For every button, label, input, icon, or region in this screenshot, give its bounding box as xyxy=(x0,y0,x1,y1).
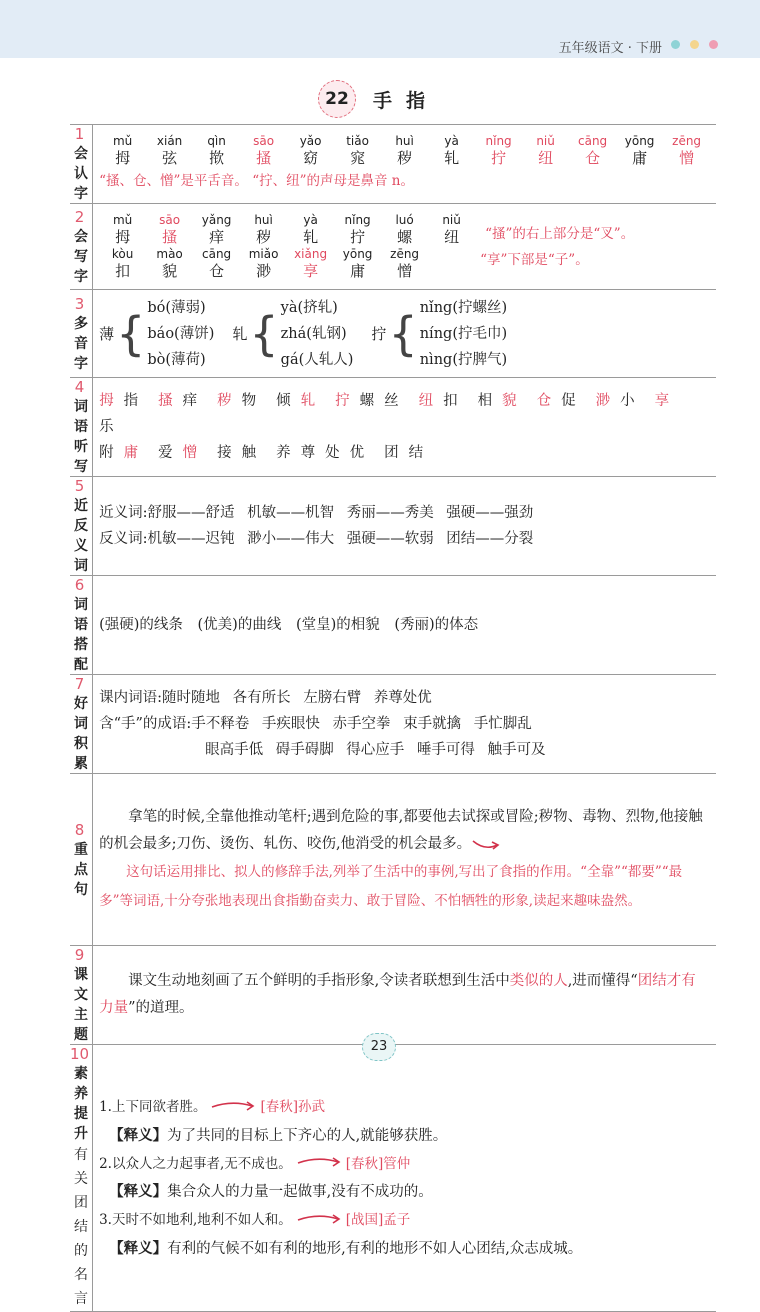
hanzi: 庸 xyxy=(632,149,648,167)
polyphone-options xyxy=(147,295,214,373)
quote-explanation xyxy=(99,1235,710,1263)
hanzi: 揿 xyxy=(209,149,225,167)
word-char: 倾 xyxy=(276,393,291,409)
quote-explanation xyxy=(99,1122,710,1150)
word-char: 搔 xyxy=(158,393,173,409)
pinyin-char xyxy=(334,134,381,168)
theme-part: ,进而懂得“ xyxy=(567,973,638,989)
pinyin-char xyxy=(287,213,334,247)
hanzi: 纽 xyxy=(444,227,460,246)
pinyin: huì xyxy=(254,212,273,227)
hanzi: 搔 xyxy=(162,227,178,246)
pinyin: qìn xyxy=(207,134,226,148)
row-number: 5 xyxy=(74,477,85,495)
row-label xyxy=(70,378,93,477)
word-char: 痒 xyxy=(182,393,198,409)
hanzi: 憎 xyxy=(679,149,695,167)
row-content xyxy=(93,774,717,946)
synonyms-line: 近义词:舒服——舒适 机敏——机智 秀丽——秀美 强硬——强劲 xyxy=(99,505,534,521)
row-recognize-chars xyxy=(70,125,716,204)
hanzi: 拇 xyxy=(115,227,131,246)
row-number: 8 xyxy=(74,820,85,839)
pinyin: yà xyxy=(303,212,318,227)
row-key-sentence xyxy=(70,774,716,946)
row-number: 3 xyxy=(74,294,85,313)
pinyin: xián xyxy=(156,134,183,148)
quote-line xyxy=(99,1206,710,1235)
hanzi: 享 xyxy=(303,261,319,280)
pinyin: nǐng xyxy=(485,134,512,148)
pinyin: yà xyxy=(444,134,459,148)
curved-arrow-icon xyxy=(296,1150,342,1178)
row-label xyxy=(70,675,93,774)
brace-icon: { xyxy=(249,306,279,361)
dictation-word xyxy=(478,393,527,409)
pinyin-char xyxy=(522,134,569,168)
key-sentence-body: 拿笔的时候,全靠他推动笔杆;遇到危险的事,都要他去试探或冒险;秽物、毒物、烈物,他接触的机会最多;刀伤、烫伤、轧伤、咬伤,他消受的机会最多。 xyxy=(99,808,703,852)
polyphone-reading: zhá(轧钢) xyxy=(280,325,347,342)
quote-text: 3.天时不如地利,地利不如人和。 xyxy=(99,1212,292,1229)
polyphone-reading: nǐng(拧螺丝) xyxy=(419,299,508,316)
pinyin-char xyxy=(381,134,428,168)
pinyin: mǔ xyxy=(112,212,133,227)
word-char: 养 xyxy=(276,445,291,461)
hanzi: 仓 xyxy=(209,261,225,280)
row-title: 课文主题 xyxy=(74,967,89,1043)
explanation-key: 【释义】 xyxy=(109,1239,168,1257)
pinyin-char xyxy=(99,213,146,247)
theme-highlight: 团结才有力量 xyxy=(99,973,696,1016)
word-char: 触 xyxy=(241,445,257,461)
hanzi: 渺 xyxy=(256,261,272,280)
curved-arrow-icon xyxy=(471,837,501,851)
decor-dot-pink xyxy=(709,40,718,49)
dictation-line-1 xyxy=(99,388,710,440)
row-write-chars xyxy=(70,204,716,290)
hanzi: 搔 xyxy=(256,149,272,167)
row-good-words xyxy=(70,675,716,774)
pinyin-char xyxy=(146,247,193,281)
row-content xyxy=(93,576,717,675)
word-char: 指 xyxy=(123,393,139,409)
good-words-line-2: 含“手”的成语:手不释卷 手疾眼快 赤手空拳 束手就擒 手忙脚乱 xyxy=(99,716,532,732)
row-polyphones xyxy=(70,290,716,378)
quote-source: [春秋]孙武 xyxy=(260,1099,326,1116)
polyphone-char: 轧 xyxy=(232,324,248,343)
dictation-word xyxy=(99,445,148,461)
row-label xyxy=(70,290,93,378)
quote-line xyxy=(99,1150,710,1179)
pinyin: cāng xyxy=(578,134,608,148)
row-content xyxy=(93,290,717,378)
row-number: 1 xyxy=(74,125,85,143)
word-char: 优 xyxy=(349,445,365,461)
pinyin-char xyxy=(616,134,663,168)
hanzi: 轧 xyxy=(444,149,460,167)
polyphone-options xyxy=(281,295,354,373)
word-char: 螺 xyxy=(359,393,375,409)
row-label xyxy=(70,774,93,946)
pinyin: miǎo xyxy=(248,246,279,261)
word-char: 结 xyxy=(408,445,424,461)
word-char: 丝 xyxy=(384,393,399,409)
pinyin-char xyxy=(334,213,381,247)
row-label xyxy=(70,1045,93,1312)
polyphone-reading: níng(拧毛巾) xyxy=(419,325,508,342)
curved-arrow-icon xyxy=(296,1207,342,1235)
lesson-title xyxy=(0,80,760,120)
pinyin-char xyxy=(287,134,334,168)
pinyin: yǎng xyxy=(201,212,232,227)
good-words-line-1: 课内词语:随时随地 各有所长 左膀右臂 养尊处优 xyxy=(99,690,432,706)
row-collocations xyxy=(70,576,716,675)
collocation-line: (强硬)的线条 (优美)的曲线 (堂皇)的相貌 (秀丽)的体态 xyxy=(99,617,479,633)
word-char: 享 xyxy=(654,393,670,409)
theme-part: 课文生动地刻画了五个鲜明的手指形象,令读者联想到生活中 xyxy=(128,973,510,989)
row-quotes xyxy=(70,1045,716,1312)
row-title: 词语听写 xyxy=(74,399,89,475)
hanzi: 秽 xyxy=(256,227,272,246)
dictation-word xyxy=(158,445,207,461)
explanation-key: 【释义】 xyxy=(109,1126,168,1144)
explanation-text: 为了共同的目标上下齐心的人,就能够获胜。 xyxy=(167,1127,448,1144)
pinyin-char xyxy=(193,213,240,247)
row-content xyxy=(93,378,717,477)
quote-line xyxy=(99,1093,710,1122)
pinyin: niǔ xyxy=(536,134,555,148)
word-char: 促 xyxy=(561,393,576,409)
row-title: 词语搭配 xyxy=(74,597,89,673)
row-title: 会写字 xyxy=(74,228,89,285)
pinyin: mǔ xyxy=(112,134,133,148)
word-char: 扣 xyxy=(443,393,458,409)
explanation-key: 【释义】 xyxy=(109,1183,168,1201)
word-char: 纽 xyxy=(418,393,434,409)
row-content xyxy=(93,477,717,576)
brace-icon: { xyxy=(388,306,418,361)
pinyin: sāo xyxy=(159,212,181,227)
dictation-line-2 xyxy=(99,440,710,466)
row-content xyxy=(93,946,717,1045)
row-title: 近反义词 xyxy=(74,498,89,574)
pinyin: nǐng xyxy=(344,212,371,227)
row-dictation xyxy=(70,378,716,477)
pinyin-char-list xyxy=(99,213,475,247)
key-sentence-text xyxy=(99,804,710,858)
row-label xyxy=(70,204,93,290)
good-words-line-3: 眼高手低 碍手碍脚 得心应手 唾手可得 触手可及 xyxy=(205,742,546,758)
polyphone-groups xyxy=(99,295,710,373)
antonyms-line: 反义词:机敏——迟钝 渺小——伟大 强硬——软弱 团结——分裂 xyxy=(99,531,534,547)
word-char: 接 xyxy=(217,445,232,461)
pinyin-char xyxy=(146,134,193,168)
polyphone-options xyxy=(420,295,507,373)
pinyin-char xyxy=(569,134,616,168)
polyphone-reading: bó(薄弱) xyxy=(147,299,206,316)
pinyin-char xyxy=(240,213,287,247)
book-title: 五年级语文 · 下册 xyxy=(558,41,662,56)
polyphone-reading: gá(人轧人) xyxy=(280,351,354,368)
row-synonyms xyxy=(70,477,716,576)
row-subtitle: 有关团结 xyxy=(74,1147,89,1235)
word-char: 爱 xyxy=(158,445,173,461)
row-content xyxy=(93,125,717,204)
word-char: 秽 xyxy=(217,393,232,409)
pinyin: yǎo xyxy=(299,134,322,148)
study-table xyxy=(70,124,716,1312)
word-char: 乐 xyxy=(99,419,114,435)
hanzi: 螺 xyxy=(397,227,413,246)
row-title: 好词积累 xyxy=(74,696,89,772)
quotes-list xyxy=(93,1045,717,1312)
pinyin: yōng xyxy=(342,246,373,261)
row-theme xyxy=(70,946,716,1045)
row-number: 7 xyxy=(74,675,85,693)
brace-icon: { xyxy=(116,306,146,361)
hanzi: 貌 xyxy=(162,261,178,280)
theme-part: ”的道理。 xyxy=(128,1000,194,1016)
polyphone-char: 拧 xyxy=(371,324,387,343)
word-char: 拧 xyxy=(335,393,350,409)
word-char: 尊 xyxy=(300,445,316,461)
hanzi: 窕 xyxy=(350,149,366,167)
row-title: 素养提升 xyxy=(74,1066,89,1142)
lesson-number: 22 xyxy=(318,80,356,118)
word-char: 小 xyxy=(620,393,635,409)
row-label xyxy=(70,946,93,1045)
hanzi: 庸 xyxy=(350,261,366,280)
word-char: 物 xyxy=(241,393,257,409)
pinyin-char xyxy=(193,247,240,281)
polyphone-reading: yà(挤轧) xyxy=(280,299,338,316)
dictation-word xyxy=(217,445,266,461)
pinyin-char xyxy=(475,134,522,168)
dictation-word xyxy=(158,393,207,409)
hanzi: 痒 xyxy=(209,227,225,246)
word-char: 拇 xyxy=(99,393,114,409)
explanation-text: 集合众人的力量一起做事,没有不成功的。 xyxy=(167,1184,433,1201)
row-content xyxy=(93,675,717,774)
theme-text xyxy=(99,968,710,1022)
word-char: 轧 xyxy=(300,393,316,409)
quote-text: 2.以众人之力起事者,无不成也。 xyxy=(99,1155,292,1172)
row-number: 6 xyxy=(74,576,85,594)
word-char: 仓 xyxy=(536,393,552,409)
polyphone-reading: nìng(拧脾气) xyxy=(419,351,508,368)
page-number: 23 xyxy=(362,1033,396,1061)
word-char: 渺 xyxy=(595,393,611,409)
hanzi: 窈 xyxy=(303,149,319,167)
dictation-word xyxy=(596,393,645,409)
hanzi: 憎 xyxy=(397,261,413,280)
pinyin-char xyxy=(428,134,475,168)
row-subtitle: 的名言 xyxy=(74,1243,89,1307)
pinyin: cāng xyxy=(202,246,232,261)
dictation-word xyxy=(384,445,433,461)
pinyin: tiǎo xyxy=(346,134,369,148)
row-number: 2 xyxy=(74,207,85,226)
word-char: 庸 xyxy=(123,445,139,461)
dictation-word xyxy=(335,393,409,409)
theme-highlight: 类似的人 xyxy=(509,973,568,989)
decor-dot-teal xyxy=(671,40,680,49)
word-char: 相 xyxy=(477,393,493,409)
lesson-name: 手指 xyxy=(373,90,440,112)
pinyin: zēng xyxy=(390,246,420,261)
quote-explanation xyxy=(99,1178,710,1206)
dictation-word xyxy=(99,393,148,409)
pinyin-char xyxy=(193,134,240,168)
pinyin: kòu xyxy=(111,246,134,261)
pinyin: yōng xyxy=(624,134,655,148)
write-note-1: “搔”的右上部分是“叉”。 xyxy=(485,225,635,242)
polyphone-reading: báo(薄饼) xyxy=(147,325,215,342)
pinyin: luó xyxy=(395,212,414,227)
dictation-word xyxy=(276,445,374,461)
hanzi: 拧 xyxy=(491,149,507,167)
pinyin: sāo xyxy=(253,134,275,148)
dictation-word xyxy=(217,393,266,409)
dictation-word xyxy=(537,393,586,409)
pinyin-char xyxy=(99,134,146,168)
decor-dot-yellow xyxy=(690,40,699,49)
explanation-text: 有利的气候不如有利的地形,有利的地形不如人心团结,众志成城。 xyxy=(167,1240,583,1257)
pinyin: huì xyxy=(395,134,414,148)
pinyin-char-list xyxy=(99,247,428,281)
hanzi: 秽 xyxy=(397,149,413,167)
quote-source: [战国]孟子 xyxy=(345,1212,411,1229)
row-title: 重点句 xyxy=(74,841,89,898)
dictation-word xyxy=(276,393,325,409)
header-band xyxy=(0,0,760,58)
row-content xyxy=(93,204,717,290)
quote-source: [春秋]管仲 xyxy=(345,1155,411,1172)
hanzi: 弦 xyxy=(162,149,178,167)
pinyin-char xyxy=(240,134,287,168)
key-sentence-analysis: 这句话运用排比、拟人的修辞手法,列举了生活中的事例,写出了食指的作用。“全靠”“都要”“最多”等词语,十分夸张地表现出食指勤奋卖力、敢于冒险、不怕牺牲的形象,读起来趣味盎然。 xyxy=(99,863,683,909)
hanzi: 扣 xyxy=(115,261,131,280)
row-label xyxy=(70,477,93,576)
word-char: 附 xyxy=(99,445,114,461)
row-number: 9 xyxy=(74,946,85,964)
pinyin-char-list xyxy=(99,134,710,168)
curved-arrow-icon xyxy=(210,1094,256,1122)
word-char: 团 xyxy=(384,445,399,461)
pinyin-char xyxy=(381,247,428,281)
dictation-word xyxy=(419,393,468,409)
row-number: 10 xyxy=(70,1045,90,1063)
polyphone-char: 薄 xyxy=(99,324,115,343)
pinyin: zēng xyxy=(672,134,702,148)
pinyin-char xyxy=(146,213,193,247)
pinyin-char xyxy=(663,134,710,168)
recognize-note: “搔、仓、憎”是平舌音。 “拧、纽”的声母是鼻音 n。 xyxy=(99,173,414,189)
word-char: 处 xyxy=(325,445,340,461)
pinyin: mào xyxy=(156,246,183,261)
pinyin: niǔ xyxy=(442,212,461,227)
quote-text: 1.上下同欲者胜。 xyxy=(99,1099,207,1116)
hanzi: 拇 xyxy=(115,149,131,167)
write-note-2: “享”下部是“子”。 xyxy=(480,251,589,268)
row-label xyxy=(70,576,93,675)
pinyin-char xyxy=(428,213,475,247)
row-number: 4 xyxy=(74,378,85,396)
hanzi: 仓 xyxy=(585,149,601,167)
row-label xyxy=(70,125,93,204)
polyphone-reading: bò(薄荷) xyxy=(147,351,206,368)
hanzi: 轧 xyxy=(303,227,319,246)
pinyin-char xyxy=(99,247,146,281)
hanzi: 拧 xyxy=(350,227,366,246)
pinyin-char xyxy=(334,247,381,281)
pinyin: xiǎng xyxy=(294,246,328,261)
hanzi: 纽 xyxy=(538,149,554,167)
word-char: 憎 xyxy=(182,445,198,461)
pinyin-char xyxy=(240,247,287,281)
pinyin-char xyxy=(287,247,334,281)
row-title: 会认字 xyxy=(74,146,89,202)
word-char: 貌 xyxy=(502,393,517,409)
row-title: 多音字 xyxy=(74,315,89,372)
pinyin-char xyxy=(381,213,428,247)
